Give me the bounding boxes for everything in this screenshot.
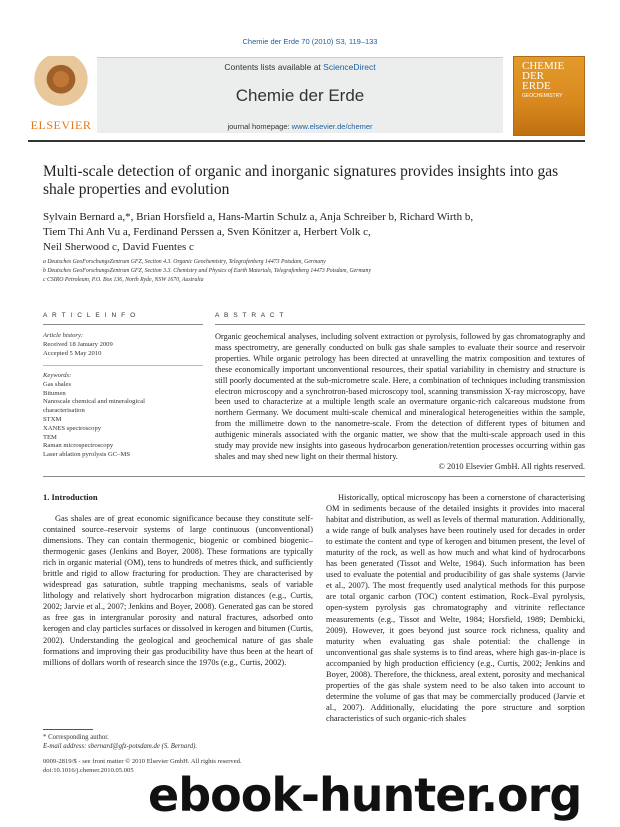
footnote-rule	[43, 729, 93, 730]
article-history	[43, 332, 203, 358]
journal-homepage	[97, 122, 503, 131]
sciencedirect-link[interactable]: ScienceDirect	[323, 62, 376, 72]
article-title: Multi-scale detection of organic and inorganic signatures provides insights into gas shale properties and evolution	[43, 163, 559, 198]
keyword-item: Gas shales	[43, 380, 72, 388]
footnote	[43, 733, 313, 751]
keywords-label: Keywords:	[43, 372, 72, 379]
keyword-item: Nanoscale chemical and mineralogical	[43, 398, 145, 406]
article-info-heading: A R T I C L E I N F O	[43, 312, 137, 319]
homepage-prefix: journal homepage:	[227, 122, 292, 131]
homepage-link[interactable]: www.elsevier.de/chemer	[291, 122, 373, 131]
abstract-heading: A B S T R A C T	[215, 312, 285, 319]
author-email[interactable]: E-mail address: sbernard@gfz-potsdam.de (S. Bernard).	[43, 743, 198, 750]
journal-citation[interactable]: Chemie der Erde 70 (2010) S3, 119–133	[242, 37, 378, 46]
abstract-bottom-rule	[43, 476, 585, 477]
elsevier-wordmark: ELSEVIER	[30, 118, 92, 132]
keyword-item: STXM	[43, 415, 62, 423]
watermark-text: ebook-hunter.org	[148, 768, 582, 822]
intro-paragraph-2: Historically, optical microscopy has been a cornerstone of characterising OM in sediments because of the detailed insights it provides into maceral habitat and distribution, as well as levels of thermal maturation. Additionally, a wide range of bulk analyses have been routinely used for decades in order to estimate the content and type of kerogen and bitumen present, the level of maturity of the rock, as well as how much and what kind of hydrocarbons has been generated (Tissot and Welte, 1984). Such information has been used to evaluate the potential and producibility of gas shale systems (Jarvie et al., 2007). The most frequently used analytical methods for this purpose are total organic carbon (TOC) content estimation, Rock–Eval pyrolysis, open-system pyrolysis gas chromatography and vitrinite reflectance measurements (e.g., Tissot and Welte, 1984; Horsfield, 1989; Dembicki, 2009). However, it goes beyond just source rock richness, quality and maturity when evaluating gas shale potential: the challenge in unconventional gas shale systems is to find areas, where high gas-in-place is accompanied by high production efficiency (e.g., Curtis, 2002; Jenkins and Boyer, 2008). Therefore, the thickness, areal extent, porosity and mechanical properties of the gas shale system need to be also taken into account to determine the volume of gas that may be commercially produced (Jarvie et al., 2007). Additionally, elucidating the pore structure and sorption characteristics of such organic-rich shales	[326, 493, 585, 723]
corresponding-author: * Corresponding author.	[43, 734, 109, 741]
elsevier-tree-icon	[34, 56, 88, 114]
article-info-rule	[43, 324, 203, 325]
abstract-text: Organic geochemical analyses, including solvent extraction or pyrolysis, followed by gas chromatography and mass spectrometry, are generally conducted on bulk gas shale samples to evaluate their source and reservoir properties. While organic petrology has been directed at unravelling the matrix composition and textures of these economically important unconventional resources, their spatial variability in chemistry and structure is still poorly documented at the sub-micrometre scale. Here, a combination of techniques including transmission electron microscopy and a synchrotron-based microscopy tool, scanning transmission X-ray microscopy, have been used to characterize at a multiple length scale an overmature organic-rich calcareous mudstone from northern Germany. We document multi-scale chemical and mineralogical heterogeneities within the sample, from the millimetre down to the nanometre-scale. From the detection of different types of bitumen and authigenic minerals associated with the organic matter, we show that the multi-scale approach used in this study may provide new insights into gaseous hydrocarbon generation/retention processes occurring within gas shales and may shed new light on their thermal history.	[215, 332, 585, 461]
keyword-item: TEM	[43, 433, 57, 441]
received-date: Received 18 January 2009	[43, 340, 113, 348]
authors-line-1: Sylvain Bernard a,*, Brian Horsfield a, Hans-Martin Schulz a, Anja Schreiber b, Richard Wirth b,	[43, 211, 474, 223]
affiliation-c: c CSIRO Petroleum, P.O. Box 136, North Ryde, NSW 1670, Australia	[43, 277, 204, 283]
cover-title-line3: ERDE	[522, 80, 551, 92]
accepted-date: Accepted 5 May 2010	[43, 349, 102, 357]
keyword-item: Bitumen	[43, 389, 66, 397]
affiliations	[43, 258, 583, 285]
cover-subtitle: GEOCHEMISTRY	[522, 93, 563, 99]
keyword-item: Raman microspectroscopy	[43, 442, 114, 450]
abstract-rule	[215, 324, 585, 325]
keywords-rule	[43, 365, 203, 366]
header-divider	[28, 140, 585, 142]
affiliation-b: b Deutsches GeoForschungsZentrum GFZ, Section 3.3. Chemistry and Physics of Earth Materials, Telegrafenberg 14473 Potsdam, Germany	[43, 268, 372, 274]
keyword-item: XANES spectroscopy	[43, 424, 102, 432]
elsevier-logo	[28, 56, 94, 136]
journal-cover-image	[513, 56, 585, 136]
keyword-item: characterisation	[43, 407, 85, 415]
doi-line[interactable]: doi:10.1016/j.chemer.2010.05.005	[43, 767, 134, 774]
journal-name: Chemie der Erde	[235, 86, 365, 105]
issn-line: 0009-2819/$ - see front matter © 2010 Elsevier GmbH. All rights reserved.	[43, 758, 242, 765]
cover-title-line1: CHEMIE	[522, 60, 565, 72]
authors-line-2: Tiem Thi Anh Vu a, Ferdinand Perssen a, Sven Könitzer a, Herbert Volk c,	[43, 226, 371, 238]
contents-prefix: Contents lists available at	[224, 62, 324, 72]
cover-title-line2: DER	[522, 70, 544, 82]
intro-right-column	[326, 492, 585, 724]
cover-title	[522, 61, 564, 91]
introduction-heading: 1. Introduction	[43, 492, 98, 502]
author-list	[43, 210, 583, 255]
authors-line-3: Neil Sherwood c, David Fuentes c	[43, 241, 194, 253]
contents-available	[97, 62, 503, 72]
intro-paragraph-1: Gas shales are of great economic significance because they constitute self-contained source–reservoir systems of large continuous (unconventional) dimensions. They can contain thermogenic, biogenic or combined biogenic–thermogenic gases (Jenkins and Boyer, 2008). These formations are typically rich in organic material (OM), tens to hundreds of metres thick, and sufficiently brittle and rigid to allow fracturing for production. They are characterised by widespread gas saturation, subtle trapping mechanisms, seals of variable lithology and relatively short hydrocarbon migration distances (e.g., Curtis, 2002; Jarvie et al., 2007; Jenkins and Boyer, 2008). Generated gas can be stored as free gas in intergranular porosity and natural fractures, adsorbed onto kerogen and clay particles surfaces or dissolved in kerogen and bitumen (Curtis, 2002). Understanding the geological and geochemical nature of gas shale formations and improving their gas producibility have thus been at the heart of millions of dollars worth of research since the 1970s (e.g., Curtis, 2002).	[43, 514, 313, 667]
abstract-copyright: © 2010 Elsevier GmbH. All rights reserved.	[438, 462, 585, 471]
intro-left-column	[43, 513, 313, 668]
keywords-block	[43, 372, 203, 460]
history-label: Article history:	[43, 332, 84, 339]
affiliation-a: a Deutsches GeoForschungsZentrum GFZ, Section 4.3. Organic Geochemistry, Telegrafenberg 14473 Potsdam, Germany	[43, 259, 326, 265]
keyword-item: Laser ablation pyrolysis GC–MS	[43, 451, 130, 459]
